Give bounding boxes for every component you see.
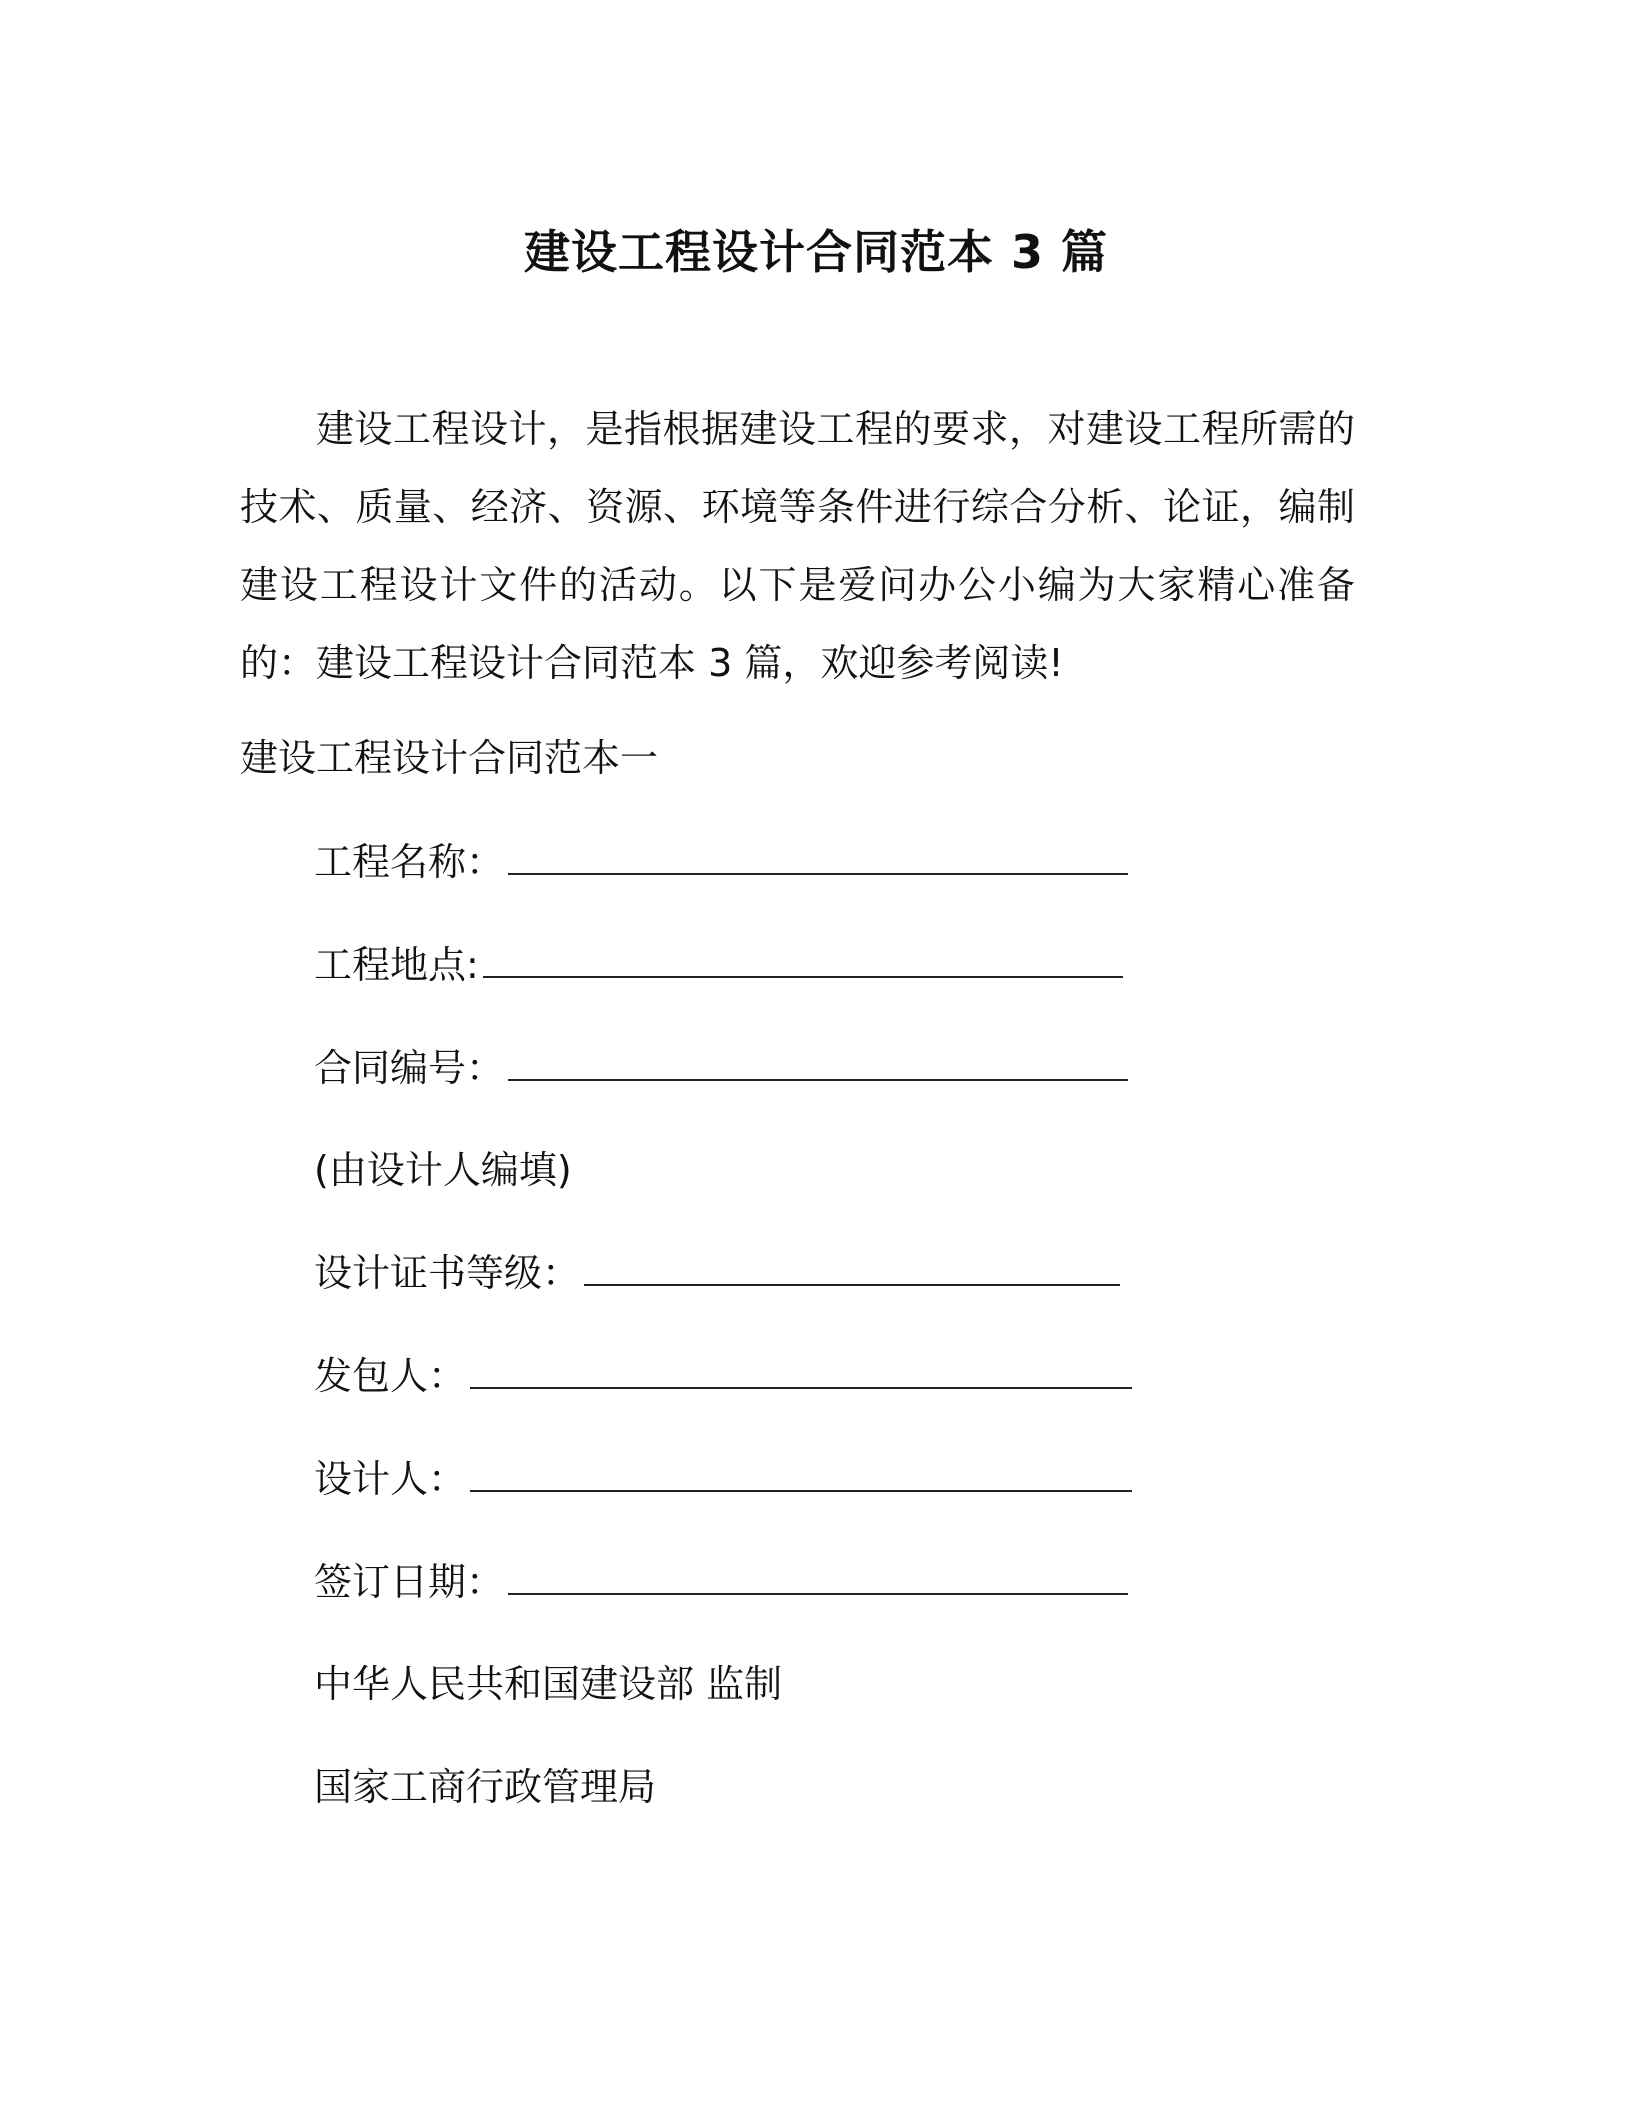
designer-label: 设计人：	[314, 1457, 467, 1501]
project-location-label: 工程地点:	[314, 943, 479, 987]
contractor-blank	[470, 1353, 1132, 1389]
intro-paragraph: 建设工程设计，是指根据建设工程的要求，对建设工程所需的技术、质量、经济、资源、环境等条件进行综合分析、论证，编制建设工程设计文件的活动。以下是爱问办公小编为大家精心准备的：建设工程设计合同范本 3 篇，欢迎参考阅读!	[240, 407, 1355, 685]
project-location-blank	[483, 942, 1123, 978]
section-heading: 建设工程设计合同范本一	[240, 736, 659, 780]
contractor-row	[314, 1346, 1132, 1406]
designer-row	[314, 1449, 1132, 1509]
contractor-label: 发包人：	[314, 1354, 467, 1398]
signing-date-row	[314, 1552, 1128, 1612]
document-title: 建设工程设计合同范本 3 篇	[523, 225, 1109, 279]
project-location-row	[314, 935, 1123, 995]
project-name-label: 工程名称：	[314, 840, 505, 884]
project-name-row	[314, 832, 1128, 892]
contract-number-row	[314, 1038, 1128, 1098]
signing-date-label: 签订日期：	[314, 1560, 505, 1604]
design-certificate-label: 设计证书等级：	[314, 1251, 581, 1295]
contract-number-label: 合同编号：	[314, 1046, 505, 1090]
project-name-blank	[508, 839, 1128, 875]
issuer-line-2: 国家工商行政管理局	[314, 1765, 657, 1809]
filled-by-note: (由设计人编填)	[314, 1148, 572, 1192]
signing-date-blank	[508, 1559, 1128, 1595]
issuer-line-1: 中华人民共和国建设部 监制	[314, 1662, 783, 1706]
design-certificate-blank	[584, 1250, 1120, 1286]
designer-blank	[470, 1456, 1132, 1492]
contract-number-blank	[508, 1045, 1128, 1081]
design-certificate-row	[314, 1243, 1120, 1303]
